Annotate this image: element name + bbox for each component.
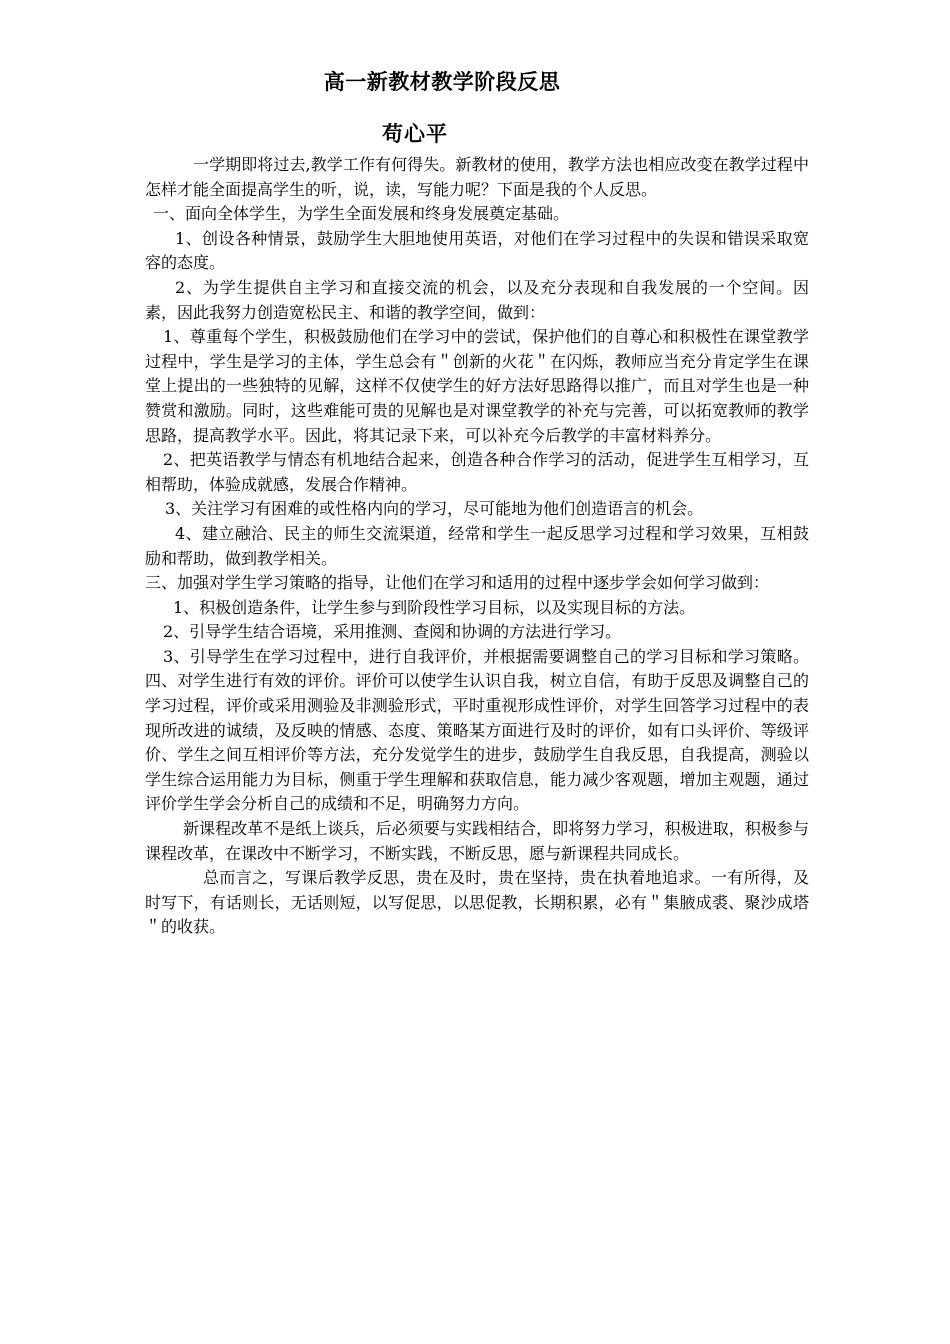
paragraph-item-3-1: 1、积极创造条件，让学生参与到阶段性学习目标，以及实现目标的方法。 xyxy=(173,597,696,617)
paragraph-section-3-heading: 三、加强对学生学习策略的指导，让他们在学习和适用的过程中逐步学会如何学习做到： xyxy=(145,573,770,593)
paragraph-item-2-2: 2、把英语教学与情态有机地结合起来，创造各种合作学习的活动，促进学生互相学习，互相帮助，体验成就感，发展合作精神。 xyxy=(145,450,809,494)
paragraph-intro: 一学期即将过去,教学工作有何得失。新教材的使用，教学方法也相应改变在教学过程中怎样才能全面提高学生的听，说，读，写能力呢？下面是我的个人反思。 xyxy=(145,155,809,199)
paragraph-item-2-4: 4、建立融洽、民主的师生交流渠道，经常和学生一起反思学习过程和学习效果，互相鼓励和帮助，做到教学相关。 xyxy=(145,523,809,568)
paragraph-item-3-3: 3、引导学生在学习过程中，进行自我评价，并根据需要调整自己的学习目标和学习策略。四、对学生进行有效的评价。评价可以使学生认识自我，树立自信，有助于反思及调整自己的学习过程，评价或采用测验及非测验形式，平时重视形成性评价，对学生回答学习过程中的表现所改进的诚绩，及反映的情感、态度、策略某方面进行及时的评价，如有口头评价、等级评价、学生之间互相评价等方法，充分发觉学生的进步，鼓励学生自我反思，自我提高，测验以学生综合运用能力为目标，侧重于学生理解和获取信息，能力减少客观题，增加主观题，通过评价学生学会分析自己的成绩和不足，明确努力方向。 xyxy=(145,646,809,814)
paragraph-item-2-1: 1、尊重每个学生，积极鼓励他们在学习中的尝试，保护他们的自尊心和积极性在课堂教学过程中，学生是学习的主体，学生总会有＂创新的火花＂在闪烁，教师应当充分肯定学生在课堂上提出的一些独特的见解，这样不仅使学生的好方法好思路得以推广，而且对学生也是一种赞赏和激励。同时，这些难能可贵的见解也是对课堂教学的补充与完善，可以拓宽教师的教学思路，提高教学水平。因此，将其记录下来，可以补充今后教学的丰富材料养分。 xyxy=(145,327,809,445)
paragraph-section-1-heading: 一、面向全体学生，为学生全面发展和终身发展奠定基础。 xyxy=(153,204,570,224)
paragraph-item-2: 2、为学生提供自主学习和直接交流的机会，以及充分表现和自我发展的一个空间。因素，因此我努力创造宽松民主、和谐的教学空间，做到： xyxy=(145,277,809,322)
paragraph-reform: 新课程改革不是纸上谈兵，后必须要与实践相结合，即将努力学习，积极进取，积极参与课程改革，在课改中不断学习，不断实践，不断反思，愿与新课程共同成长。 xyxy=(145,819,809,863)
paragraph-conclusion: 总而言之，写课后教学反思，贵在及时，贵在坚持，贵在执着地追求。一有所得，及时写下，有话则长，无话则短，以写促思，以思促教，长期积累，必有＂集腋成裘、聚沙成塔＂的收获。 xyxy=(145,868,809,937)
document-title: 高一新教材教学阶段反思 xyxy=(323,69,561,94)
paragraph-item-3-2: 2、引导学生结合语境，采用推测、查阅和协调的方法进行学习。 xyxy=(163,622,622,642)
paragraph-item-1: 1、创设各种情景，鼓励学生大胆地使用英语，对他们在学习过程中的失误和错误采取宽容的态度。 xyxy=(145,228,809,273)
document-body xyxy=(145,153,809,940)
paragraph-item-2-3: 3、关注学习有困难的或性格内向的学习，尽可能地为他们创造语言的机会。 xyxy=(165,499,704,519)
document-author: 苟心平 xyxy=(382,121,448,146)
